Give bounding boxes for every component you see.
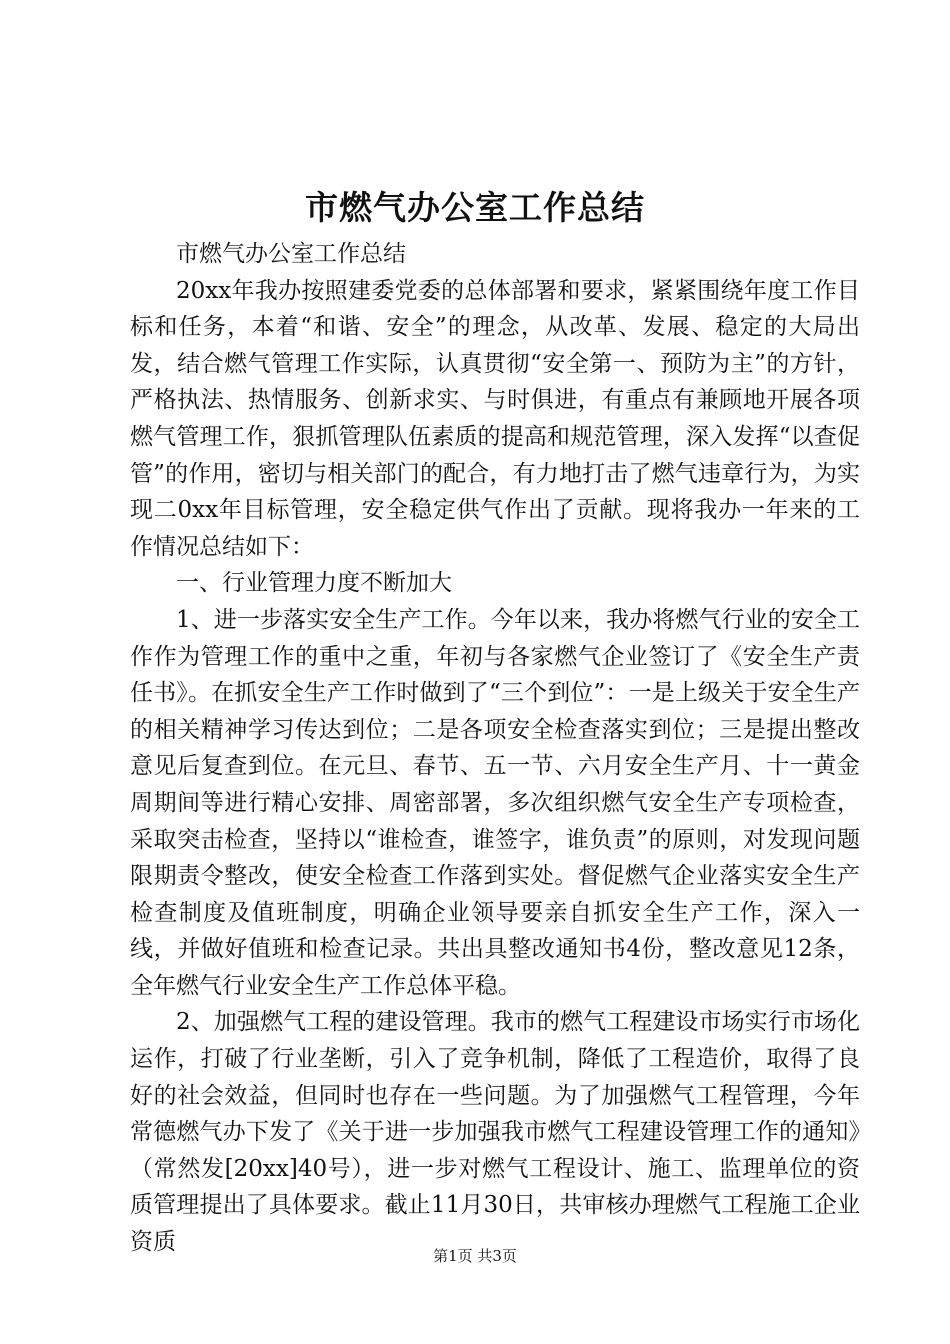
body-paragraph: 1、进一步落实安全生产工作。今年以来，我办将燃气行业的安全工作作为管理工作的重中之重，年初与各家燃气企业签订了《安全生产责任书》。在抓安全生产工作时做到了“三个到位”：一是上级关于安全生产的相关精神学习传达到位；二是各项安全检查落实到位；三是提出整改意见后复查到位。在元旦、春节、五一节、六月安全生产月、十一黄金周期间等进行精心安排、周密部署，多次组织燃气安全生产专项检查，采取突击检查，坚持以“谁检查，谁签字，谁负责”的原则，对发现问题限期责令整改，使安全检查工作落到实处。督促燃气企业落实安全生产检查制度及值班制度，明确企业领导要亲自抓安全生产工作，深入一线，并做好值班和检查记录。共出具整改通知书4份，整改意见12条，全年燃气行业安全生产工作总体平稳。 bbox=[130, 606, 860, 999]
document-title: 市燃气办公室工作总结 bbox=[305, 188, 645, 227]
section-heading: 一、行业管理力度不断加大 bbox=[176, 570, 452, 597]
body-paragraph: 2、加强燃气工程的建设管理。我市的燃气工程建设市场实行市场化运作，打破了行业垄断，引入了竞争机制，降低了工程造价，取得了良好的社会效益，但同时也存在一些问题。为了加强燃气工程管理，今年常德燃气办下发了《关于进一步加强我市燃气工程建设管理工作的通知》（常然发[20xx]40号），进一步对燃气工程设计、施工、监理单位的资质管理提出了具体要求。截止11月30日，共审核办理燃气工程施工企业资质 bbox=[130, 1009, 860, 1256]
body-paragraph: 市燃气办公室工作总结 bbox=[176, 241, 406, 267]
body-paragraph: 20xx年我办按照建委党委的总体部署和要求，紧紧围绕年度工作目标和任务，本着“和谐、安全”的理念，从改革、发展、稳定的大局出发，结合燃气管理工作实际，认真贯彻“安全第一、预防为主”的方针，严格执法、热情服务、创新求实、与时俱进，有重点有兼顾地开展各项燃气管理工作，狠抓管理队伍素质的提高和规范管理，深入发挥“以查促管”的作用，密切与相关部门的配合，有力地打击了燃气违章行为，为实现二0xx年目标管理，安全稳定供气作出了贡献。现将我办一年来的工作情况总结如下： bbox=[130, 277, 860, 560]
page-footer: 第1页 共3页 bbox=[433, 1247, 517, 1265]
document-body bbox=[130, 236, 860, 1261]
